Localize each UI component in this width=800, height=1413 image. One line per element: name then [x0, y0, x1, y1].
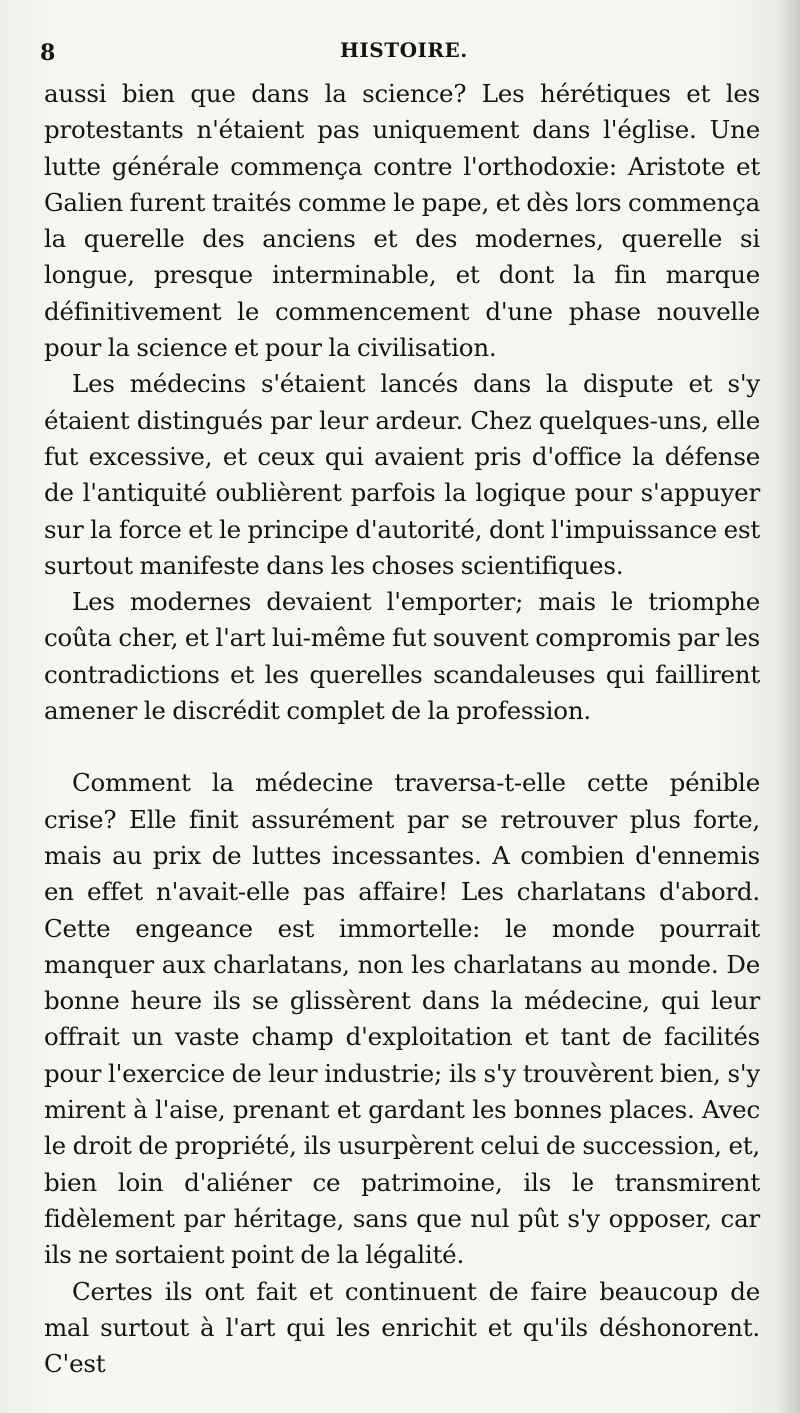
page-number: 8: [40, 40, 56, 66]
page-header: [40, 36, 760, 66]
paragraph-3: Les modernes devaient l'emporter; mais le triomphe coûta cher, et l'art lui-même fut souvent compromis par les contradictions et les querelles scandaleuses qui faillirent amener le discrédit complet de la profession.: [44, 587, 760, 726]
paragraph-2: Les médecins s'étaient lancés dans la dispute et s'y étaient distingués par leur ardeur. Chez quelques-uns, elle fut excessive, et ceux qui avaient pris d'office la défense de l'antiquité oublièrent parfois la logique pour s'appuyer sur la force et le principe d'autorité, dont l'impuissance est surtout manifeste dans les choses scientifiques.: [44, 369, 760, 580]
body-text: [44, 76, 760, 1382]
paragraph-5: Certes ils ont fait et continuent de faire beaucoup de mal surtout à l'art qui les enrichit et qu'ils déshonorent. C'est: [44, 1276, 760, 1379]
paragraph-4: Comment la médecine traversa-t-elle cette pénible crise? Elle finit assurément par se retrouver plus forte, mais au prix de luttes incessantes. A combien d'ennemis en effet n'avait-elle pas affaire! Les charlatans d'abord. Cette engeance est immortelle: le monde pourrait manquer aux charlatans, non les charlatans au monde. De bonne heure ils se glissèrent dans la médecine, qui leur offrait un vaste champ d'exploitation et tant de facilités pour l'exercice de leur industrie; ils s'y trouvèrent bien, s'y mirent à l'aise, prenant et gardant les bonnes places. Avec le droit de propriété, ils usurpèrent celui de succession, et, bien loin d'aliéner ce patrimoine, ils le transmirent fidèlement par héritage, sans que nul pût s'y opposer, car ils ne sortaient point de la légalité.: [44, 768, 760, 1270]
page-edge-shadow: [778, 0, 800, 1413]
paragraph-1: aussi bien que dans la science? Les hérétiques et les protestants n'étaient pas uniquement dans l'église. Une lutte générale commença contre l'orthodoxie: Aristote et Galien furent traités comme le pape, et dès lors commença la querelle des anciens et des modernes, querelle si longue, presque interminable, et dont la fin marque définitivement le commencement d'une phase nouvelle pour la science et pour la civilisation.: [44, 79, 760, 363]
running-head: HISTOIRE.: [340, 38, 468, 62]
